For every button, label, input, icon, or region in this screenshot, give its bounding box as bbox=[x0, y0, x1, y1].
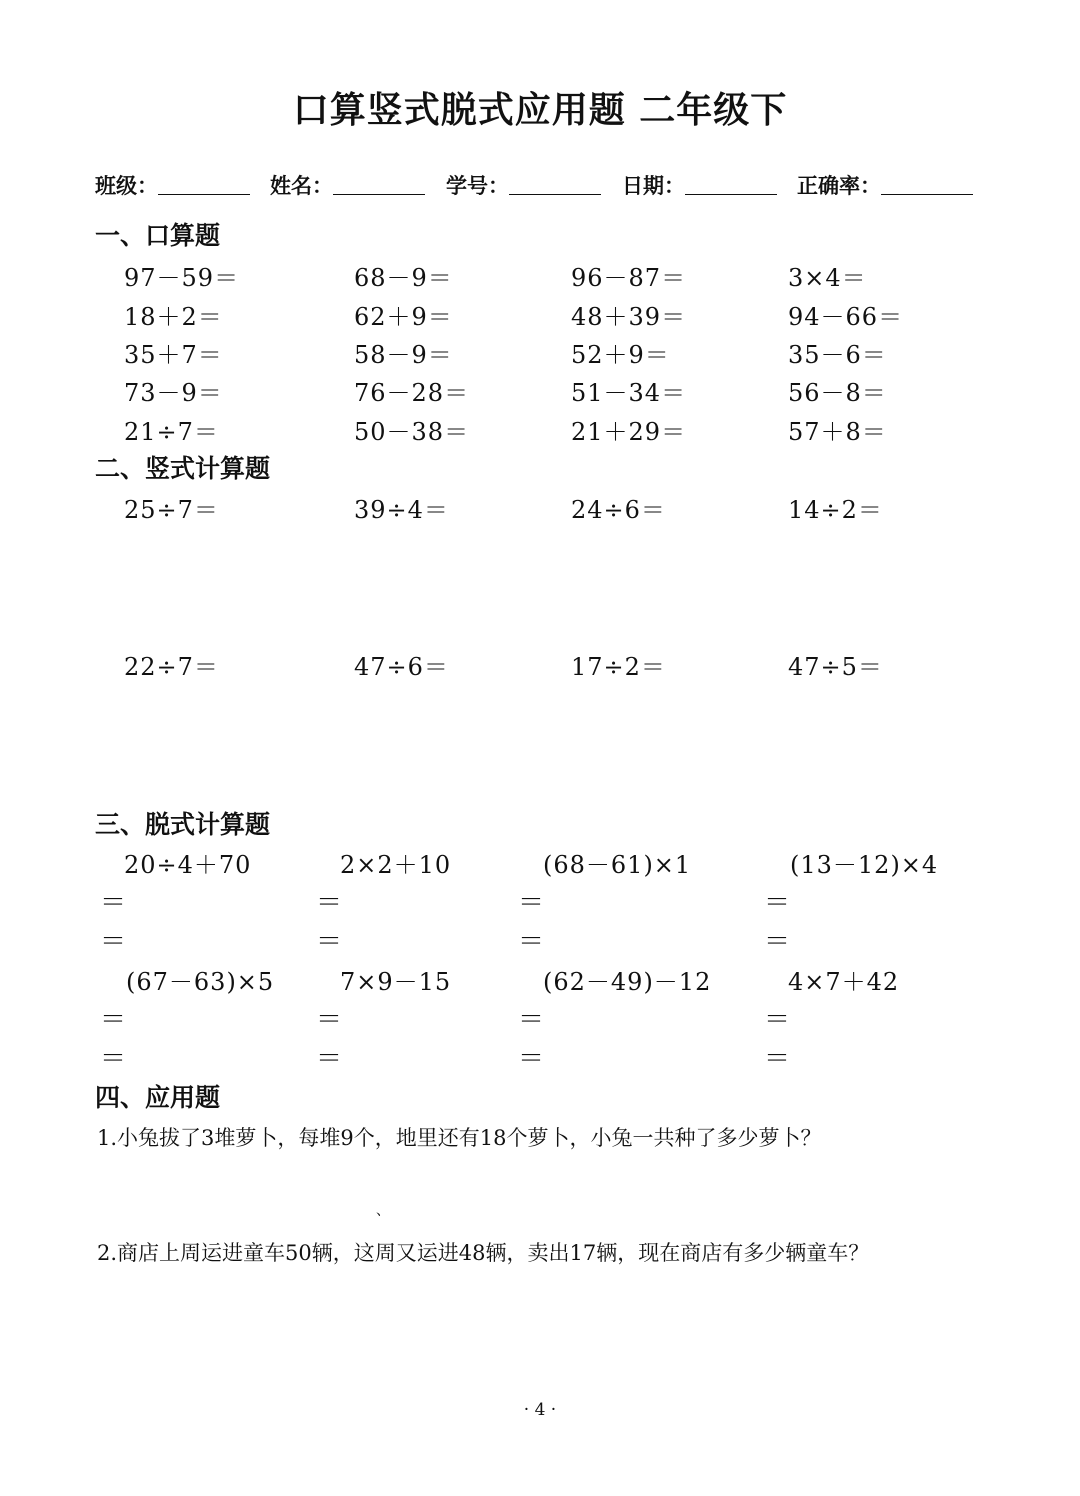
oral-item: 50－38＝ bbox=[354, 418, 470, 446]
equals-sign: ＝ bbox=[764, 888, 791, 918]
name-label: 姓名： bbox=[270, 174, 333, 198]
equals-sign: ＝ bbox=[316, 1005, 343, 1035]
section-word-title: 四、应用题 bbox=[95, 1083, 221, 1112]
oral-item: 58－9＝ bbox=[354, 341, 453, 369]
id-field bbox=[446, 170, 601, 200]
oral-item: 18＋2＝ bbox=[124, 303, 223, 331]
oral-item: 21＋29＝ bbox=[571, 418, 687, 446]
oral-item: 21÷7＝ bbox=[124, 418, 219, 446]
stepwise-item: (13－12)×4 bbox=[790, 851, 939, 879]
equals-sign: ＝ bbox=[100, 1044, 127, 1074]
vertical-item: 17÷2＝ bbox=[571, 653, 666, 681]
section-stepwise-title: 三、脱式计算题 bbox=[95, 810, 271, 839]
id-label: 学号： bbox=[446, 174, 509, 198]
accuracy-blank bbox=[881, 174, 973, 195]
oral-item: 57＋8＝ bbox=[788, 418, 887, 446]
vertical-item: 22÷7＝ bbox=[124, 653, 219, 681]
oral-item: 94－66＝ bbox=[788, 303, 904, 331]
oral-item: 56－8＝ bbox=[788, 379, 887, 407]
date-label: 日期： bbox=[622, 174, 685, 198]
equals-sign: ＝ bbox=[316, 927, 343, 957]
oral-item: 48＋39＝ bbox=[571, 303, 687, 331]
stepwise-item: (62－49)－12 bbox=[543, 968, 712, 996]
stepwise-item: 2×2＋10 bbox=[340, 851, 452, 879]
stepwise-item: 4×7＋42 bbox=[788, 968, 900, 996]
vertical-item: 25÷7＝ bbox=[124, 496, 219, 524]
class-field bbox=[95, 170, 250, 200]
vertical-item: 47÷6＝ bbox=[354, 653, 449, 681]
oral-item: 3×4＝ bbox=[788, 264, 867, 292]
accuracy-field bbox=[797, 170, 973, 200]
equals-sign: ＝ bbox=[764, 927, 791, 957]
date-blank bbox=[685, 174, 777, 195]
oral-item: 76－28＝ bbox=[354, 379, 470, 407]
vertical-item: 24÷6＝ bbox=[571, 496, 666, 524]
equals-sign: ＝ bbox=[518, 1005, 545, 1035]
oral-item: 62＋9＝ bbox=[354, 303, 453, 331]
stepwise-item: 7×9－15 bbox=[340, 968, 452, 996]
section-vertical-title: 二、竖式计算题 bbox=[95, 454, 271, 483]
equals-sign: ＝ bbox=[100, 888, 127, 918]
oral-item: 51－34＝ bbox=[571, 379, 687, 407]
page-number: · 4 · bbox=[523, 1400, 557, 1420]
oral-item: 96－87＝ bbox=[571, 264, 687, 292]
oral-item: 68－9＝ bbox=[354, 264, 453, 292]
name-field bbox=[270, 170, 425, 200]
equals-sign: ＝ bbox=[316, 888, 343, 918]
word-problem-1: 1.小兔拔了3堆萝卜，每堆9个，地里还有18个萝卜，小兔一共种了多少萝卜？ bbox=[97, 1126, 822, 1150]
oral-item: 97－59＝ bbox=[124, 264, 240, 292]
equals-sign: ＝ bbox=[764, 1044, 791, 1074]
word-problem-2: 2.商店上周运进童车50辆，这周又运进48辆，卖出17辆，现在商店有多少辆童车？ bbox=[97, 1241, 870, 1265]
id-blank bbox=[509, 174, 601, 195]
stepwise-item: (67－63)×5 bbox=[126, 968, 275, 996]
equals-sign: ＝ bbox=[518, 927, 545, 957]
vertical-item: 39÷4＝ bbox=[354, 496, 449, 524]
vertical-item: 14÷2＝ bbox=[788, 496, 883, 524]
stray-mark: 、 bbox=[376, 1203, 390, 1219]
equals-sign: ＝ bbox=[518, 1044, 545, 1074]
stepwise-item: (68－61)×1 bbox=[543, 851, 692, 879]
student-info-row bbox=[0, 170, 1080, 200]
stepwise-item: 20÷4＋70 bbox=[124, 851, 252, 879]
class-blank bbox=[158, 174, 250, 195]
class-label: 班级： bbox=[95, 174, 158, 198]
name-blank bbox=[333, 174, 425, 195]
oral-item: 73－9＝ bbox=[124, 379, 223, 407]
vertical-item: 47÷5＝ bbox=[788, 653, 883, 681]
oral-item: 52＋9＝ bbox=[571, 341, 670, 369]
equals-sign: ＝ bbox=[316, 1044, 343, 1074]
oral-item: 35＋7＝ bbox=[124, 341, 223, 369]
page-title: 口算竖式脱式应用题 二年级下 bbox=[292, 89, 788, 131]
equals-sign: ＝ bbox=[100, 927, 127, 957]
equals-sign: ＝ bbox=[518, 888, 545, 918]
equals-sign: ＝ bbox=[764, 1005, 791, 1035]
section-oral-title: 一、口算题 bbox=[95, 221, 221, 250]
accuracy-label: 正确率： bbox=[797, 174, 881, 198]
oral-item: 35－6＝ bbox=[788, 341, 887, 369]
equals-sign: ＝ bbox=[100, 1005, 127, 1035]
date-field bbox=[622, 170, 777, 200]
